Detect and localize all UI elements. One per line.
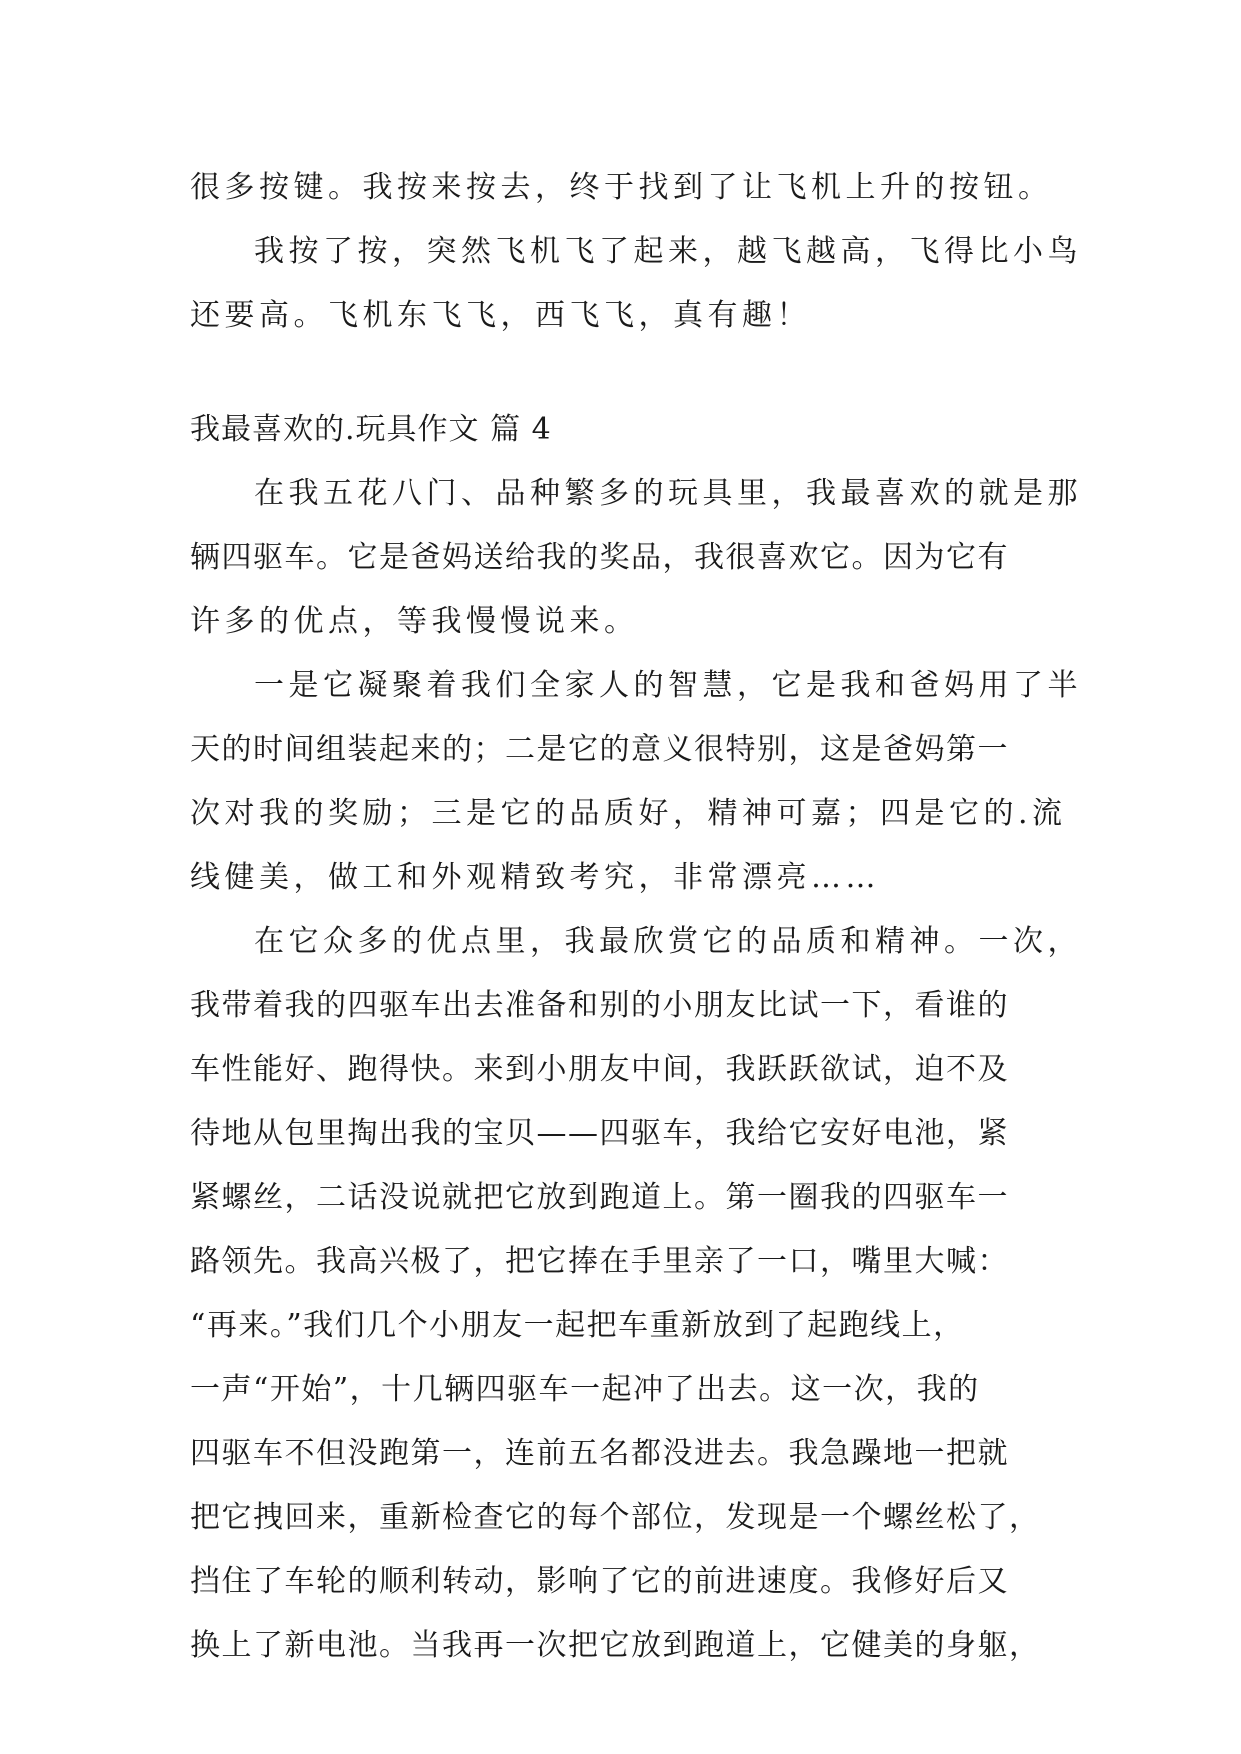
text-line: 还要高。飞机东飞飞，西飞飞，真有趣！ — [190, 298, 811, 333]
text-line: 车性能好、跑得快。来到小朋友中间，我跃跃欲试，迫不及 — [190, 1052, 1009, 1087]
text-line: 挡住了车轮的顺利转动，影响了它的前进速度。我修好后又 — [190, 1564, 1009, 1599]
document-body — [190, 156, 1082, 1678]
text-line: 辆四驱车。它是爸妈送给我的奖品，我很喜欢它。因为它有 — [190, 540, 1009, 575]
text-line: 许多的优点，等我慢慢说来。 — [190, 604, 639, 639]
text-line: 线健美，做工和外观精致考究，非常漂亮…… — [190, 860, 880, 895]
text-line: 一是它凝聚着我们全家人的智慧，它是我和爸妈用了半 — [254, 668, 1082, 703]
text-line: 在我五花八门、品种繁多的玩具里，我最喜欢的就是那 — [254, 476, 1082, 511]
text-line: 待地从包里掏出我的宝贝——四驱车，我给它安好电池，紧 — [190, 1116, 1009, 1151]
text-line: 在它众多的优点里，我最欣赏它的品质和精神。一次， — [254, 924, 1082, 959]
text-line: 我按了按，突然飞机飞了起来，越飞越高，飞得比小鸟 — [254, 234, 1082, 269]
text-line: 紧螺丝，二话没说就把它放到跑道上。第一圈我的四驱车一 — [190, 1180, 1009, 1215]
text-line: “再来。”我们几个小朋友一起把车重新放到了起跑线上， — [190, 1308, 965, 1343]
text-line: 四驱车不但没跑第一，连前五名都没进去。我急躁地一把就 — [190, 1436, 1009, 1471]
text-line: 换上了新电池。当我再一次把它放到跑道上，它健美的身躯， — [190, 1628, 1041, 1663]
text-line: 很多按键。我按来按去，终于找到了让飞机上升的按钮。 — [190, 170, 1053, 205]
text-line: 把它拽回来，重新检查它的每个部位，发现是一个螺丝松了， — [190, 1500, 1041, 1535]
text-line: 一声“开始”，十几辆四驱车一起冲了出去。这一次，我的 — [190, 1372, 980, 1407]
text-line: 次对我的奖励；三是它的品质好，精神可嘉；四是它的.流 — [190, 796, 1067, 831]
text-line: 我带着我的四驱车出去准备和别的小朋友比试一下，看谁的 — [190, 988, 1009, 1023]
text-line: 路领先。我高兴极了，把它捧在手里亲了一口，嘴里大喊： — [190, 1244, 1009, 1279]
text-line: 天的时间组装起来的；二是它的意义很特别，这是爸妈第一 — [190, 732, 1009, 767]
section-heading: 我最喜欢的.玩具作文 篇 4 — [190, 412, 552, 447]
